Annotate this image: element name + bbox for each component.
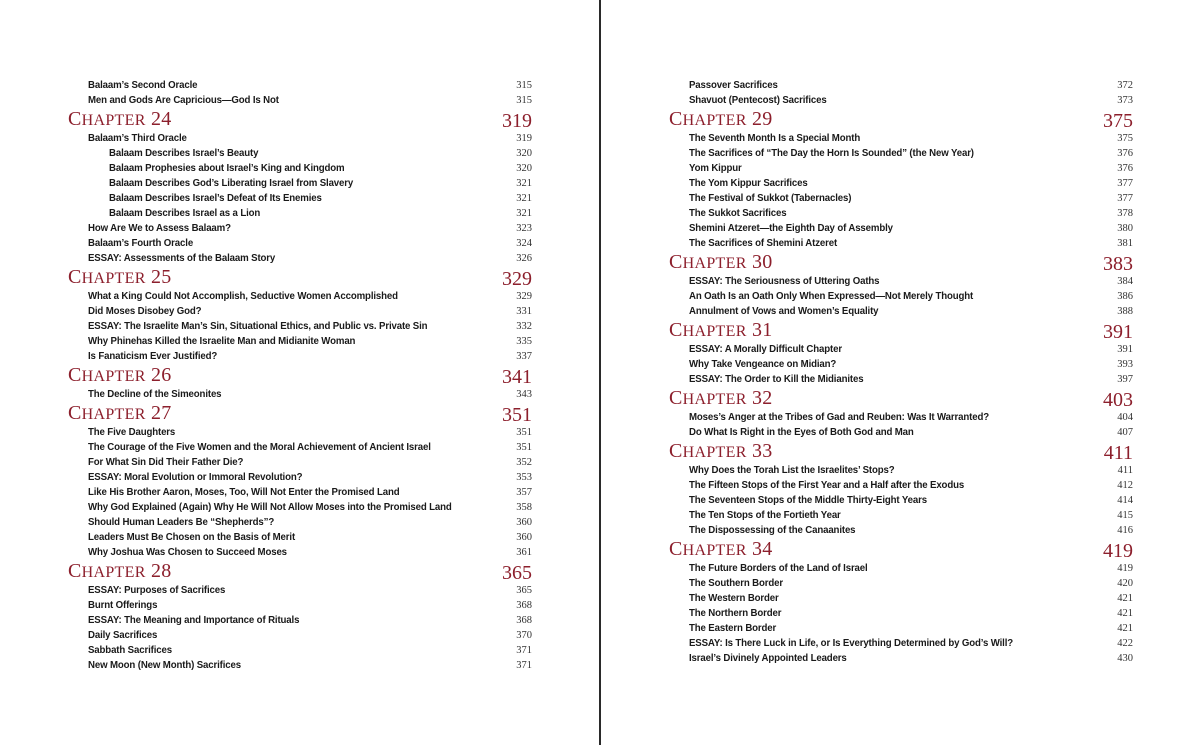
toc-entry-page-number: 320 bbox=[516, 148, 532, 159]
toc-entry-title: The Northern Border bbox=[689, 607, 782, 619]
toc-entry-title: Why Phinehas Killed the Israelite Man and Midianite Woman bbox=[88, 335, 356, 347]
toc-entry[interactable] bbox=[68, 387, 532, 402]
toc-entry-title: Shemini Atzeret—the Eighth Day of Assembly bbox=[689, 222, 893, 234]
toc-entry-page-number: 321 bbox=[516, 193, 532, 204]
toc-entry-page-number: 376 bbox=[1117, 148, 1133, 159]
chapter-title-number: 30 bbox=[751, 251, 773, 273]
chapter-title-word: HAPTER bbox=[81, 368, 146, 385]
toc-entry-page-number: 388 bbox=[1117, 306, 1133, 317]
chapter-title-word: HAPTER bbox=[682, 112, 747, 129]
toc-entry[interactable] bbox=[669, 146, 1133, 161]
toc-entry-title: Like His Brother Aaron, Moses, Too, Will Not Enter the Promised Land bbox=[88, 486, 400, 498]
chapter-title-word: HAPTER bbox=[81, 406, 146, 423]
chapter-title bbox=[669, 109, 773, 131]
toc-entry-title: Balaam Describes Israel as a Lion bbox=[109, 207, 261, 219]
toc-entry-title: The Southern Border bbox=[689, 577, 783, 589]
toc-entry-title: ESSAY: The Order to Kill the Midianites bbox=[689, 373, 864, 385]
chapter-page-number: 419 bbox=[1103, 540, 1133, 562]
toc-entry-title: Balaam Prophesies about Israel’s King and Kingdom bbox=[109, 162, 345, 174]
chapter-title-initial: C bbox=[669, 251, 683, 273]
toc-entry-title: ESSAY: A Morally Difficult Chapter bbox=[689, 343, 842, 355]
toc-entry[interactable] bbox=[68, 658, 532, 673]
toc-entry[interactable] bbox=[68, 176, 532, 191]
chapter-page-number: 319 bbox=[502, 110, 532, 132]
toc-entry-title: Balaam’s Second Oracle bbox=[88, 79, 198, 91]
chapter-title-initial: C bbox=[68, 364, 82, 386]
chapter-title-initial: C bbox=[669, 538, 683, 560]
toc-entry-title: The Seventh Month Is a Special Month bbox=[689, 132, 861, 144]
toc-entry-title: The Courage of the Five Women and the Moral Achievement of Ancient Israel bbox=[88, 441, 431, 453]
toc-entry-page-number: 422 bbox=[1117, 638, 1133, 649]
toc-entry-page-number: 331 bbox=[516, 306, 532, 317]
toc-entry-page-number: 421 bbox=[1117, 623, 1133, 634]
toc-entry[interactable] bbox=[68, 613, 532, 628]
toc-entry[interactable] bbox=[68, 643, 532, 658]
toc-entry-page-number: 372 bbox=[1117, 80, 1133, 91]
toc-entry[interactable] bbox=[68, 289, 532, 304]
toc-entry-title: Leaders Must Be Chosen on the Basis of Merit bbox=[88, 531, 296, 543]
toc-entry-title: ESSAY: The Israelite Man’s Sin, Situational Ethics, and Public vs. Private Sin bbox=[88, 320, 428, 332]
toc-entry-title: ESSAY: The Seriousness of Uttering Oaths bbox=[689, 275, 880, 287]
toc-entry[interactable] bbox=[68, 485, 532, 500]
chapter-title-initial: C bbox=[68, 402, 82, 424]
toc-entry-title: ESSAY: Is There Luck in Life, or Is Everything Determined by God’s Will? bbox=[689, 637, 1014, 649]
chapter-title-word: HAPTER bbox=[682, 255, 747, 272]
toc-entry-title: Daily Sacrifices bbox=[88, 629, 158, 641]
toc-entry[interactable] bbox=[669, 342, 1133, 357]
chapter-heading bbox=[68, 560, 532, 583]
toc-entry-title: ESSAY: Moral Evolution or Immoral Revolution? bbox=[88, 471, 303, 483]
chapter-heading bbox=[68, 364, 532, 387]
chapter-title-initial: C bbox=[669, 108, 683, 130]
toc-entry-title: ESSAY: The Meaning and Importance of Rituals bbox=[88, 614, 300, 626]
toc-entry[interactable] bbox=[68, 440, 532, 455]
toc-entry-page-number: 384 bbox=[1117, 276, 1133, 287]
toc-entry-title: How Are We to Assess Balaam? bbox=[88, 222, 231, 234]
toc-entry-page-number: 368 bbox=[516, 600, 532, 611]
toc-entry-page-number: 326 bbox=[516, 253, 532, 264]
toc-entry-title: Did Moses Disobey God? bbox=[88, 305, 202, 317]
toc-entry-title: Israel’s Divinely Appointed Leaders bbox=[689, 652, 847, 664]
toc-entry[interactable] bbox=[669, 236, 1133, 251]
toc-entry-title: An Oath Is an Oath Only When Expressed—Not Merely Thought bbox=[689, 290, 974, 302]
chapter-title-number: 28 bbox=[150, 560, 172, 582]
toc-entry[interactable] bbox=[68, 304, 532, 319]
toc-entry-title: Balaam Describes Israel’s Beauty bbox=[109, 147, 259, 159]
toc-entry[interactable] bbox=[68, 425, 532, 440]
toc-entry[interactable] bbox=[68, 131, 532, 146]
toc-entry[interactable] bbox=[68, 598, 532, 613]
toc-entry[interactable] bbox=[669, 304, 1133, 319]
toc-entry[interactable] bbox=[68, 206, 532, 221]
chapter-title bbox=[669, 441, 773, 463]
toc-entry[interactable] bbox=[68, 319, 532, 334]
toc-entry[interactable] bbox=[669, 493, 1133, 508]
toc-entry-title: Balaam Describes Israel’s Defeat of Its Enemies bbox=[109, 192, 322, 204]
toc-entry-page-number: 358 bbox=[516, 502, 532, 513]
toc-entry-page-number: 351 bbox=[516, 442, 532, 453]
toc-entry-title: Sabbath Sacrifices bbox=[88, 644, 172, 656]
toc-entry-title: ESSAY: Assessments of the Balaam Story bbox=[88, 252, 276, 264]
toc-entry[interactable] bbox=[669, 651, 1133, 666]
chapter-page-number: 383 bbox=[1103, 253, 1133, 275]
chapter-title-initial: C bbox=[669, 319, 683, 341]
toc-entry-title: Why Take Vengeance on Midian? bbox=[689, 358, 837, 370]
chapter-title bbox=[68, 365, 172, 387]
toc-entry[interactable] bbox=[669, 176, 1133, 191]
chapter-heading bbox=[669, 108, 1133, 131]
chapter-page-number: 411 bbox=[1103, 442, 1133, 464]
toc-entry-title: Moses’s Anger at the Tribes of Gad and Reuben: Was It Warranted? bbox=[689, 411, 989, 423]
toc-entry-page-number: 357 bbox=[516, 487, 532, 498]
chapter-title-number: 26 bbox=[150, 364, 172, 386]
toc-entry-page-number: 371 bbox=[516, 660, 532, 671]
toc-entry-page-number: 368 bbox=[516, 615, 532, 626]
chapter-page-number: 403 bbox=[1103, 389, 1133, 411]
toc-entry-page-number: 351 bbox=[516, 427, 532, 438]
toc-entry-page-number: 391 bbox=[1117, 344, 1133, 355]
toc-entry[interactable] bbox=[669, 410, 1133, 425]
toc-entry-page-number: 373 bbox=[1117, 95, 1133, 106]
toc-entry[interactable] bbox=[68, 455, 532, 470]
chapter-heading bbox=[68, 108, 532, 131]
chapter-heading bbox=[68, 402, 532, 425]
toc-entry-title: Do What Is Right in the Eyes of Both God and Man bbox=[689, 426, 914, 438]
toc-entry-title: Is Fanaticism Ever Justified? bbox=[88, 350, 218, 362]
toc-entry-title: The Seventeen Stops of the Middle Thirty-Eight Years bbox=[689, 494, 927, 506]
toc-entry-page-number: 329 bbox=[516, 291, 532, 302]
toc-entry-title: The Western Border bbox=[689, 592, 779, 604]
toc-entry-page-number: 319 bbox=[516, 133, 532, 144]
toc-entry-page-number: 411 bbox=[1117, 465, 1133, 476]
toc-entry[interactable] bbox=[68, 334, 532, 349]
toc-entry-title: What a King Could Not Accomplish, Seductive Women Accomplished bbox=[88, 290, 398, 302]
toc-entry[interactable] bbox=[669, 78, 1133, 93]
toc-entry-page-number: 332 bbox=[516, 321, 532, 332]
toc-entry-title: Annulment of Vows and Women’s Equality bbox=[689, 305, 879, 317]
chapter-page-number: 329 bbox=[502, 268, 532, 290]
toc-entry-page-number: 337 bbox=[516, 351, 532, 362]
chapter-heading bbox=[669, 319, 1133, 342]
toc-entry-title: Why Does the Torah List the Israelites’ Stops? bbox=[689, 464, 895, 476]
toc-entry-title: The Eastern Border bbox=[689, 622, 777, 634]
toc-entry-page-number: 404 bbox=[1117, 412, 1133, 423]
chapter-title bbox=[68, 403, 172, 425]
toc-entry-page-number: 352 bbox=[516, 457, 532, 468]
toc-entry[interactable] bbox=[669, 161, 1133, 176]
toc-entry-page-number: 393 bbox=[1117, 359, 1133, 370]
toc-entry-page-number: 323 bbox=[516, 223, 532, 234]
chapter-title-initial: C bbox=[68, 108, 82, 130]
toc-entry[interactable] bbox=[68, 530, 532, 545]
toc-entry-title: Balaam’s Third Oracle bbox=[88, 132, 187, 144]
chapter-title-number: 27 bbox=[150, 402, 172, 424]
toc-entry[interactable] bbox=[669, 289, 1133, 304]
chapter-title-word: HAPTER bbox=[81, 270, 146, 287]
chapter-heading bbox=[669, 440, 1133, 463]
toc-entry[interactable] bbox=[669, 221, 1133, 236]
toc-entry[interactable] bbox=[669, 206, 1133, 221]
chapter-title-word: HAPTER bbox=[682, 444, 747, 461]
toc-entry[interactable] bbox=[68, 78, 532, 93]
chapter-title-word: HAPTER bbox=[682, 323, 747, 340]
toc-entry-title: The Fifteen Stops of the First Year and a Half after the Exodus bbox=[689, 479, 965, 491]
chapter-title bbox=[68, 267, 172, 289]
toc-entry[interactable] bbox=[669, 561, 1133, 576]
toc-entry-page-number: 415 bbox=[1117, 510, 1133, 521]
toc-entry[interactable] bbox=[669, 131, 1133, 146]
page-divider bbox=[599, 0, 601, 745]
toc-entry-page-number: 416 bbox=[1117, 525, 1133, 536]
chapter-heading bbox=[669, 387, 1133, 410]
chapter-title bbox=[669, 539, 773, 561]
toc-entry[interactable] bbox=[669, 621, 1133, 636]
toc-entry[interactable] bbox=[68, 628, 532, 643]
toc-entry[interactable] bbox=[68, 583, 532, 598]
toc-entry[interactable] bbox=[669, 425, 1133, 440]
toc-entry-page-number: 315 bbox=[516, 80, 532, 91]
chapter-page-number: 351 bbox=[502, 404, 532, 426]
toc-entry-page-number: 377 bbox=[1117, 178, 1133, 189]
chapter-page-number: 375 bbox=[1103, 110, 1133, 132]
toc-entry[interactable] bbox=[68, 251, 532, 266]
chapter-heading bbox=[669, 538, 1133, 561]
chapter-title-number: 29 bbox=[751, 108, 773, 130]
toc-entry-title: New Moon (New Month) Sacrifices bbox=[88, 659, 241, 671]
toc-entry-title: The Festival of Sukkot (Tabernacles) bbox=[689, 192, 852, 204]
toc-entry[interactable] bbox=[68, 221, 532, 236]
toc-entry-title: The Five Daughters bbox=[88, 426, 176, 438]
toc-entry-title: The Decline of the Simeonites bbox=[88, 388, 222, 400]
chapter-title-initial: C bbox=[669, 440, 683, 462]
toc-entry[interactable] bbox=[68, 349, 532, 364]
toc-entry-page-number: 375 bbox=[1117, 133, 1133, 144]
toc-entry[interactable] bbox=[669, 93, 1133, 108]
toc-entry[interactable] bbox=[669, 191, 1133, 206]
chapter-page-number: 391 bbox=[1103, 321, 1133, 343]
toc-page-left bbox=[68, 78, 532, 673]
toc-entry-page-number: 380 bbox=[1117, 223, 1133, 234]
toc-entry-page-number: 412 bbox=[1117, 480, 1133, 491]
toc-entry[interactable] bbox=[68, 515, 532, 530]
chapter-heading bbox=[669, 251, 1133, 274]
toc-entry-page-number: 321 bbox=[516, 178, 532, 189]
toc-entry[interactable] bbox=[68, 500, 532, 515]
toc-entry-page-number: 321 bbox=[516, 208, 532, 219]
toc-entry-title: Why Joshua Was Chosen to Succeed Moses bbox=[88, 546, 287, 558]
toc-entry-page-number: 430 bbox=[1117, 653, 1133, 664]
toc-entry-page-number: 370 bbox=[516, 630, 532, 641]
toc-entry-page-number: 335 bbox=[516, 336, 532, 347]
toc-entry-page-number: 419 bbox=[1117, 563, 1133, 574]
toc-entry-title: Shavuot (Pentecost) Sacrifices bbox=[689, 94, 827, 106]
toc-entry[interactable] bbox=[68, 146, 532, 161]
toc-entry-page-number: 378 bbox=[1117, 208, 1133, 219]
toc-entry-page-number: 421 bbox=[1117, 608, 1133, 619]
toc-entry-title: Yom Kippur bbox=[689, 162, 742, 174]
toc-entry[interactable] bbox=[68, 545, 532, 560]
toc-entry-page-number: 377 bbox=[1117, 193, 1133, 204]
toc-entry-page-number: 353 bbox=[516, 472, 532, 483]
chapter-title-initial: C bbox=[669, 387, 683, 409]
chapter-title-initial: C bbox=[68, 560, 82, 582]
toc-entry-page-number: 420 bbox=[1117, 578, 1133, 589]
chapter-title-number: 31 bbox=[751, 319, 773, 341]
chapter-title bbox=[669, 388, 773, 410]
toc-entry-page-number: 381 bbox=[1117, 238, 1133, 249]
toc-entry-page-number: 343 bbox=[516, 389, 532, 400]
chapter-title-number: 32 bbox=[751, 387, 773, 409]
toc-entry-page-number: 371 bbox=[516, 645, 532, 656]
toc-entry[interactable] bbox=[68, 236, 532, 251]
toc-entry-title: Balaam Describes God’s Liberating Israel from Slavery bbox=[109, 177, 354, 189]
toc-entry-title: The Sacrifices of Shemini Atzeret bbox=[689, 237, 838, 249]
toc-entry[interactable] bbox=[669, 523, 1133, 538]
toc-entry[interactable] bbox=[669, 591, 1133, 606]
toc-entry[interactable] bbox=[68, 191, 532, 206]
toc-entry-title: The Yom Kippur Sacrifices bbox=[689, 177, 808, 189]
chapter-page-number: 341 bbox=[502, 366, 532, 388]
toc-entry-page-number: 407 bbox=[1117, 427, 1133, 438]
toc-entry-title: The Sacrifices of “The Day the Horn Is Sounded” (the New Year) bbox=[689, 147, 974, 159]
toc-entry-title: Should Human Leaders Be “Shepherds”? bbox=[88, 516, 275, 528]
toc-entry-page-number: 421 bbox=[1117, 593, 1133, 604]
chapter-title-word: HAPTER bbox=[682, 391, 747, 408]
chapter-page-number: 365 bbox=[502, 562, 532, 584]
chapter-title-word: HAPTER bbox=[81, 564, 146, 581]
toc-entry[interactable] bbox=[669, 606, 1133, 621]
chapter-title-number: 34 bbox=[751, 538, 773, 560]
toc-entry[interactable] bbox=[68, 93, 532, 108]
chapter-title-number: 25 bbox=[150, 266, 172, 288]
toc-entry-title: The Future Borders of the Land of Israel bbox=[689, 562, 868, 574]
toc-entry-page-number: 324 bbox=[516, 238, 532, 249]
toc-entry-title: For What Sin Did Their Father Die? bbox=[88, 456, 244, 468]
toc-page-right bbox=[669, 78, 1133, 666]
toc-entry[interactable] bbox=[669, 576, 1133, 591]
chapter-title-word: HAPTER bbox=[682, 542, 747, 559]
toc-entry[interactable] bbox=[68, 470, 532, 485]
chapter-title-word: HAPTER bbox=[81, 112, 146, 129]
toc-entry-title: Men and Gods Are Capricious—God Is Not bbox=[88, 94, 279, 106]
toc-entry-title: The Ten Stops of the Fortieth Year bbox=[689, 509, 841, 521]
toc-entry-page-number: 414 bbox=[1117, 495, 1133, 506]
chapter-title-number: 24 bbox=[150, 108, 172, 130]
chapter-title bbox=[669, 320, 773, 342]
toc-entry-page-number: 361 bbox=[516, 547, 532, 558]
chapter-title bbox=[669, 252, 773, 274]
toc-entry-page-number: 360 bbox=[516, 517, 532, 528]
toc-entry-title: Passover Sacrifices bbox=[689, 79, 778, 91]
chapter-title bbox=[68, 561, 172, 583]
toc-entry-page-number: 315 bbox=[516, 95, 532, 106]
chapter-title-number: 33 bbox=[751, 440, 773, 462]
toc-entry-page-number: 365 bbox=[516, 585, 532, 596]
toc-entry-page-number: 320 bbox=[516, 163, 532, 174]
toc-entry-title: Burnt Offerings bbox=[88, 599, 158, 611]
toc-entry[interactable] bbox=[669, 372, 1133, 387]
toc-entry-title: Balaam’s Fourth Oracle bbox=[88, 237, 194, 249]
toc-entry-title: The Sukkot Sacrifices bbox=[689, 207, 787, 219]
toc-entry[interactable] bbox=[669, 478, 1133, 493]
toc-entry[interactable] bbox=[669, 463, 1133, 478]
chapter-heading bbox=[68, 266, 532, 289]
toc-entry[interactable] bbox=[669, 508, 1133, 523]
toc-entry[interactable] bbox=[669, 274, 1133, 289]
toc-entry-title: The Dispossessing of the Canaanites bbox=[689, 524, 856, 536]
toc-entry[interactable] bbox=[669, 636, 1133, 651]
chapter-title-initial: C bbox=[68, 266, 82, 288]
toc-entry-title: ESSAY: Purposes of Sacrifices bbox=[88, 584, 226, 596]
toc-entry-page-number: 360 bbox=[516, 532, 532, 543]
chapter-title bbox=[68, 109, 172, 131]
toc-entry-title: Why God Explained (Again) Why He Will Not Allow Moses into the Promised Land bbox=[88, 501, 452, 513]
toc-entry-page-number: 386 bbox=[1117, 291, 1133, 302]
toc-entry[interactable] bbox=[68, 161, 532, 176]
toc-entry-page-number: 397 bbox=[1117, 374, 1133, 385]
toc-entry-page-number: 376 bbox=[1117, 163, 1133, 174]
toc-entry[interactable] bbox=[669, 357, 1133, 372]
